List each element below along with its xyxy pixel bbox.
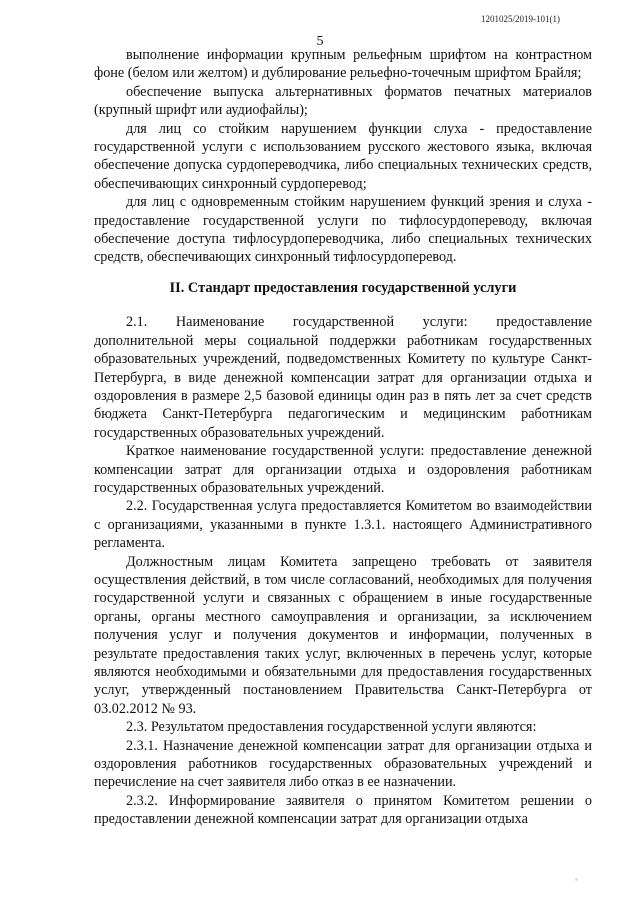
paragraph-2-3-2-informing: 2.3.2. Информирование заявителя о принятом Комитетом решении о предоставлении денежной компенсации затрат для организации отдыха	[94, 792, 592, 828]
paragraph-2-3-1-compensation: 2.3.1. Назначение денежной компенсации затрат для организации отдыха и оздоровления работников государственных образовательных учреждений и перечисление на счет заявителя либо отказ в ее назначении.	[94, 737, 592, 791]
document-registration-number: 1201025/2019-101(1)	[481, 14, 560, 24]
section-heading: II. Стандарт предоставления государственной услуги	[169, 279, 517, 296]
paragraph-alternative-formats: обеспечение выпуска альтернативных форматов печатных материалов (крупный шрифт или аудиофайлы);	[94, 83, 592, 119]
page-number: 5	[316, 34, 324, 49]
paragraph-2-3-result: 2.3. Результатом предоставления государственной услуги являются:	[126, 719, 537, 736]
paragraph-braille-info: выполнение информации крупным рельефным шрифтом на контрастном фоне (белом или желтом) и дублирование рельефно-точечным шрифтом Брайля;	[94, 47, 592, 82]
paragraph-short-service-name: Краткое наименование государственной услуги: предоставление денежной компенсации затрат для организации отдыха и оздоровления работникам государственных образовательных учреждений.	[94, 443, 592, 496]
paragraph-hearing-impaired: для лиц со стойким нарушением функции слуха - предоставление государственной услуги с использованием русского жестового языка, включая обеспечение допуска сурдопереводчика, либо специальных технических средств, обеспечивающих синхронный сурдоперевод;	[94, 120, 592, 192]
paragraph-2-2-provider: 2.2. Государственная услуга предоставляется Комитетом во взаимодействии с организациями, указанными в пункте 1.3.1. настоящего Административного регламента.	[94, 498, 592, 552]
paragraph-deafblind: для лиц с одновременным стойким нарушением функций зрения и слуха - предоставление государственной услуги по тифлосурдопереводу, включая обеспечение доступа тифлосурдопереводчика, либо специальных технических средств, обеспечивающих синхронный тифлосурдоперевод.	[94, 194, 592, 266]
document-body	[94, 46, 592, 829]
paragraph-officials-prohibition: Должностным лицам Комитета запрещено требовать от заявителя осуществления действий, в том числе согласований, необходимых для получения государственной услуги и связанных с обращением в иные государственные органы, органы местного самоуправления и организации, за исключением получения услуг и получения документов и информации, полученных в результате предоставления таких услуг, включенных в перечень услуг, которые являются необходимыми и обязательными для предоставления государственных услуг, утвержденный постановлением Правительства Санкт-Петербурга от 03.02.2012 № 93.	[94, 553, 592, 717]
scan-speck	[575, 878, 578, 881]
paragraph-2-1-service-name: 2.1. Наименование государственной услуги: предоставление дополнительной меры социальной поддержки работникам государственных образовательных учреждений, подведомственных Комитету по культуре Санкт-Петербурга, в виде денежной компенсации затрат для организации отдыха и оздоровления в размере 2,5 базовой единицы один раз в пять лет за счет средств бюджета Санкт-Петербурга педагогическим и медицинским работникам государственных образовательных учреждений.	[94, 314, 592, 441]
